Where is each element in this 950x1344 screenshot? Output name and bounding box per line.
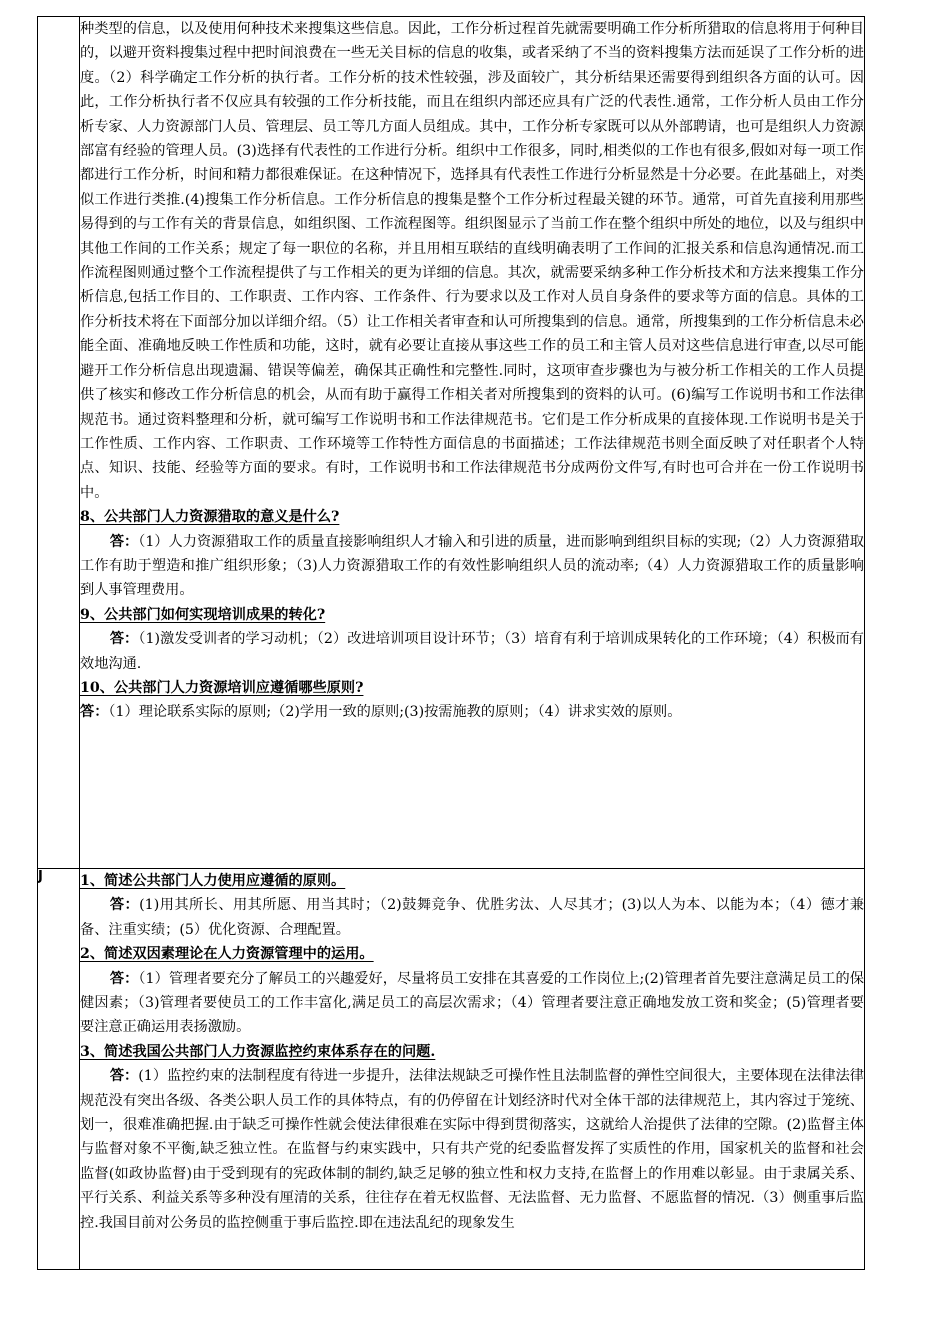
answer-paragraph	[80, 1064, 864, 1235]
row-letter: J	[38, 869, 80, 1270]
answer-text: （1）管理者要充分了解员工的兴趣爱好，尽量将员工安排在其喜爱的工作岗位上;(2)管理者首先要注意满足员工的保健因素；（3)管理者要使员工的工作丰富化,满足员工的高层次需求；（4）管理者要注意正确地发放工资和奖金；(5)管理者要要注意正确运用表扬激励。	[80, 970, 864, 1036]
question-heading: 10、公共部门人力资源培训应遵循哪些原则?	[80, 679, 364, 696]
answer-label: 答：	[109, 631, 139, 648]
document-table	[37, 16, 865, 1270]
answer-text: (1)用其所长、用其所愿、用当其时；（2)鼓舞竞争、优胜劣汰、人尽其才；(3)以人为本、以能为本；（4）德才兼备、注重实绩；(5）优化资源、合理配置。	[80, 897, 864, 938]
row-letter	[38, 17, 80, 869]
question-heading: 8、公共部门人力资源猎取的意义是什么?	[80, 509, 340, 526]
answer-label: 答：	[109, 1068, 139, 1085]
answer-paragraph	[80, 967, 864, 1040]
answer-paragraph	[80, 530, 864, 603]
answer-text: （1)激发受训者的学习动机；（2）改进培训项目设计环节；（3）培育有利于培训成果转化的工作环境；（4）积极而有效地沟通.	[80, 631, 864, 672]
answer-paragraph	[80, 700, 864, 724]
question-heading: 3、简述我国公共部门人力资源监控约束体系存在的问题.	[80, 1043, 436, 1060]
answer-paragraph	[80, 627, 864, 676]
table-row	[38, 17, 865, 869]
answer-label: 答：	[109, 533, 139, 550]
row-content	[80, 869, 865, 1270]
answer-paragraph	[80, 893, 864, 942]
answer-text: （1）人力资源猎取工作的质量直接影响组织人才输入和引进的质量，进而影响到组织目标的实现;（2）人力资源猎取工作有助于塑造和推广组织形象；（3)人力资源猎取工作的有效性影响组织人员的流动率;（4）人力资源猎取工作的质量影响到人事管理费用。	[80, 533, 864, 599]
answer-label: 答：	[80, 704, 109, 721]
question-heading: 2、简述双因素理论在人力资源管理中的运用。	[80, 946, 374, 963]
answer-label: 答：	[109, 970, 139, 987]
question-heading: 1、简述公共部门人力使用应遵循的原则。	[80, 873, 346, 889]
row-content	[80, 17, 865, 869]
lead-paragraph: 种类型的信息，以及使用何种技术来搜集这些信息。因此，工作分析过程首先就需要明确工作分析所猎取的信息将用于何种目的，以避开资料搜集过程中把时间浪费在一些无关目标的信息的收集，或者采纳了不当的资料搜集方法而延误了工作分析的进度。（2）科学确定工作分析的执行者。工作分析的技术性较强，涉及面较广，其分析结果还需要得到组织各方面的认可。因此，工作分析执行者不仅应具有较强的工作分析技能，而且在组织内部还应具有广泛的代表性.通常，工作分析人员由工作分析专家、人力资源部门人员、管理层、员工等几方面人员组成。其中，工作分析专家既可以从外部聘请，也可是组织人力资源部富有经验的管理人员。(3)选择有代表性的工作进行分析。组织中工作很多，同时,相类似的工作也有很多,假如对每一项工作都进行工作分析，时间和精力都很难保证。在这种情况下，选择具有代表性工作进行分析显然是十分必要。在此基础上，对类似工作进行类推.(4)搜集工作分析信息。工作分析信息的搜集是整个工作分析过程最关键的环节。通常，可首先直接利用那些易得到的与工作有关的背景信息，如组织图、工作流程图等。组织图显示了当前工作在整个组织中所处的地位，以及与组织中其他工作间的工作关系；规定了每一职位的名称，并且用相互联结的直线明确表明了工作间的汇报关系和信息沟通情况.而工作流程图则通过整个工作流程提供了与工作相关的更为详细的信息。其次，就需要采纳多种工作分析技术和方法来搜集工作分析信息,包括工作目的、工作职责、工作内容、工作条件、行为要求以及工作对人员自身条件的要求等方面的信息。具体的工作分析技术将在下面部分加以详细介绍。（5）让工作相关者审查和认可所搜集到的信息。通常，所搜集到的工作分析信息未必能全面、准确地反映工作性质和功能，这时，就有必要让直接从事这些工作的员工和主管人员对这些信息进行审查,以尽可能避开工作分析信息出现遗漏、错误等偏差，确保其正确性和完整性.同时，这项审查步骤也为与被分析工作相关的工作人员提供了核实和修改工作分析信息的机会，从而有助于赢得工作相关者对所搜集到的资料的认可。(6)编写工作说明书和工作法律规范书。通过资料整理和分析，就可编写工作说明书和工作法律规范书。它们是工作分析成果的直接体现.工作说明书是关于工作性质、工作内容、工作职责、工作环境等工作特性方面信息的书面描述；工作法律规范书则全面反映了对任职者个人特点、知识、技能、经验等方面的要求。有时，工作说明书和工作法律规范书分成两份文件写,有时也可合并在一份工作说明书中。	[80, 21, 864, 501]
answer-text: （1）理论联系实际的原则;（2)学用一致的原则;(3)按需施教的原则；（4）讲求实效的原则。	[108, 704, 682, 721]
answer-text: (1）监控约束的法制程度有待进一步提升，法律法规缺乏可操作性且法制监督的弹性空间很大，主要体现在法律法律规范没有突出各级、各类公职人员工作的具体特点，有的仍停留在计划经济时代对全体干部的法律规范上，其内容过于笼统、划一，很难准确把握.由于缺乏可操作性就会使法律很难在实际中得到贯彻落实，这就给人治提供了法律的空隙。(2)监督主体与监督对象不平衡,缺乏独立性。在监督与约束实践中，只有共产党的纪委监督发挥了实质性的作用，国家机关的监督和社会监督(如政协监督)由于受到现有的宪政体制的制约,缺乏足够的独立性和权力支持,在监督上的作用难以彰显。由于隶属关系、平行关系、利益关系等多种没有厘清的关系，往往存在着无权监督、无法监督、无力监督、不愿监督的情况.（3）侧重事后监控.我国目前对公务员的监控侧重于事后监控.即在违法乱纪的现象发生	[80, 1068, 864, 1231]
table-row	[38, 869, 865, 1270]
question-heading: 9、公共部门如何实现培训成果的转化?	[80, 606, 326, 623]
answer-label: 答：	[109, 897, 140, 914]
